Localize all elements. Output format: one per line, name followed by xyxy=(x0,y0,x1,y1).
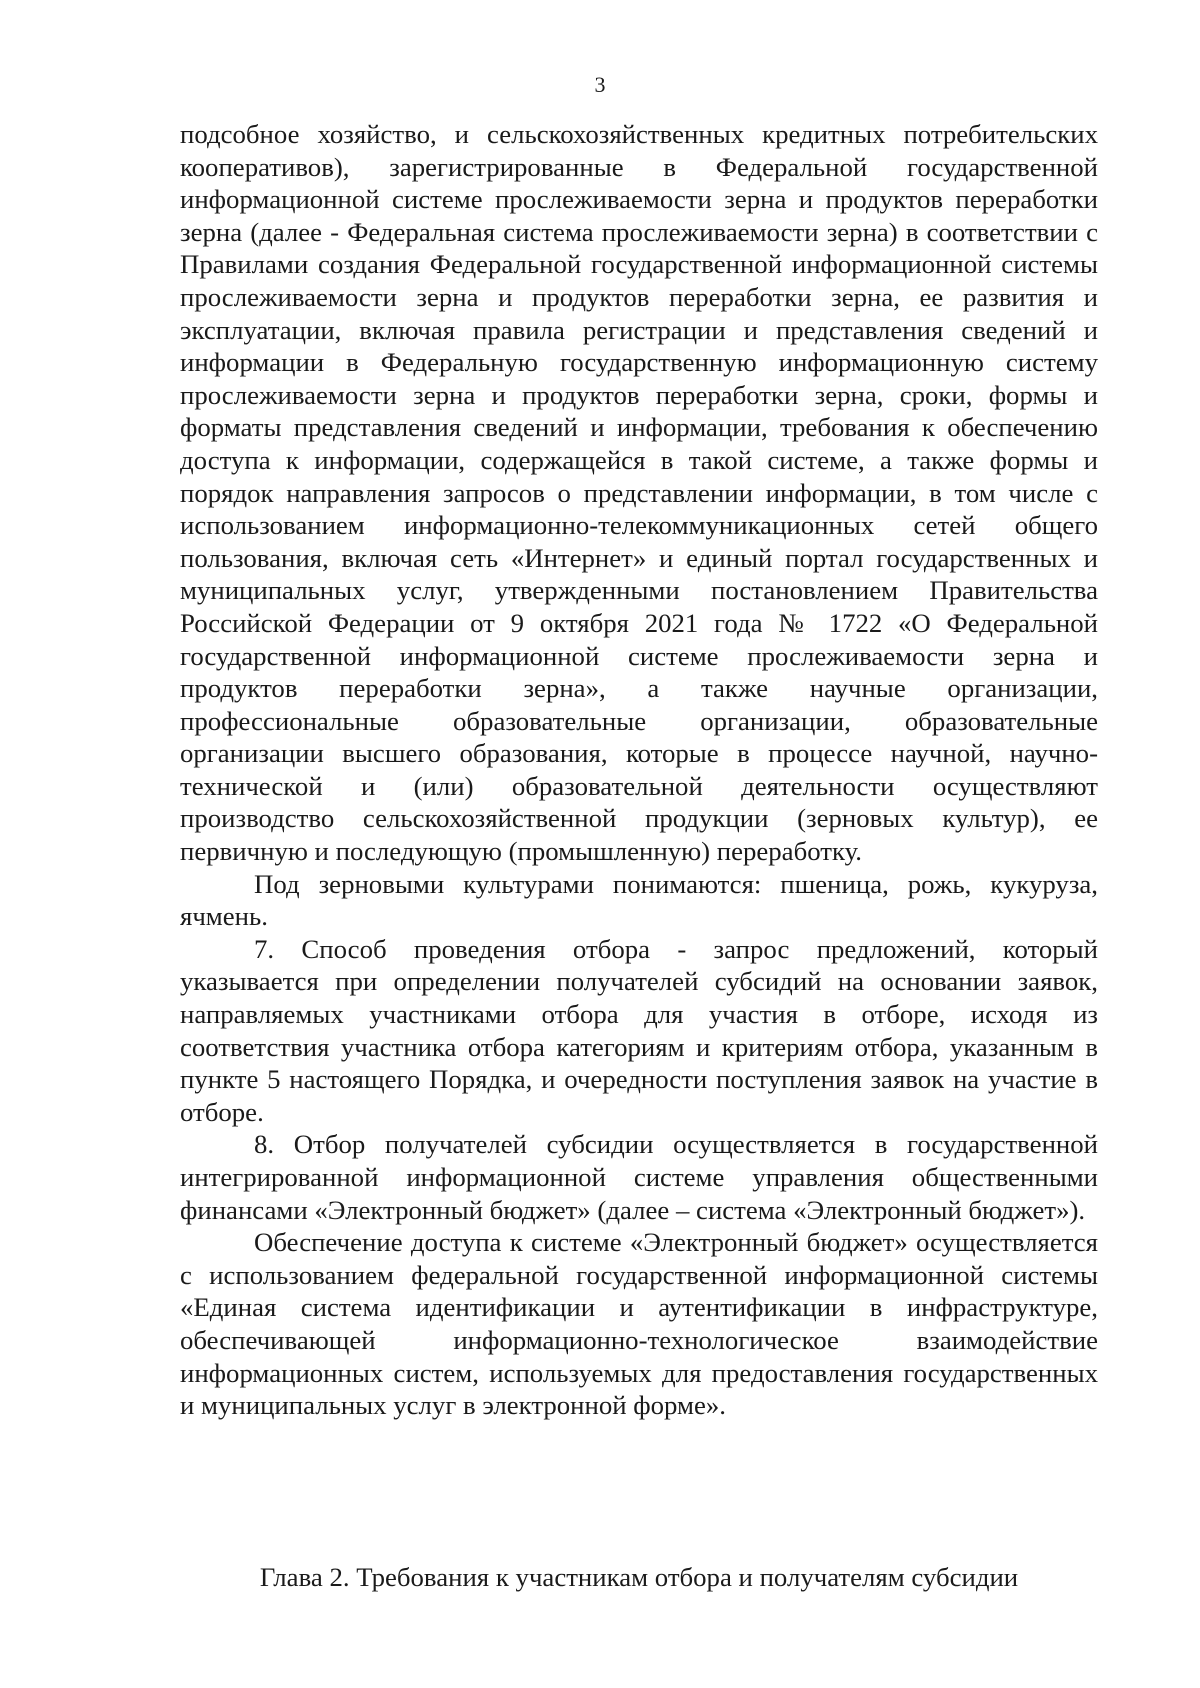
paragraph-item-7: 7. Способ проведения отбора - запрос предложений, который указывается при определении получателей субсидий на основании заявок, направляемых участниками отбора для участия в отборе, исходя из соответствия участника отбора категориям и критериям отбора, указанным в пункте 5 настоящего Порядка, и очередности поступления заявок на участие в отборе. xyxy=(180,933,1098,1127)
paragraph-access: Обеспечение доступа к системе «Электронный бюджет» осуществляется с использованием федеральной государственной информационной системы «Единая система идентификации и аутентификации в инфраструктуре, обеспечивающей информационно-технологическое взаимодействие информационных систем, используемых для предоставления государственных и муниципальных услуг в электронной форме». xyxy=(180,1227,1098,1421)
paragraph-continuation: подсобное хозяйство, и сельскохозяйственных кредитных потребительских кооперативов), зарегистрированные в Федеральной государственной информационной системе прослеживаемости зерна и продуктов переработки зерна (далее - Федеральная система прослеживаемости зерна) в соответствии с Правилами создания Федеральной государственной информационной системы прослеживаемости зерна и продуктов переработки зерна, ее развития и эксплуатации, включая правила регистрации и представления сведений и информации в Федеральную государственную информационную систему прослеживаемости зерна и продуктов переработки зерна, сроки, формы и форматы представления сведений и информации, требования к обеспечению доступа к информации, содержащейся в такой системе, а также формы и порядок направления запросов о представлении информации, в том числе с использованием информационно-телекоммуникационных сетей общего пользования, включая сеть «Интернет» и единый портал государственных и муниципальных услуг, утвержденными постановлением Правительства Российской Федерации от 9 октября 2021 года № 1722 «О Федеральной государственной информационной системе прослеживаемости зерна и продуктов переработки зерна», а также научные организации, профессиональные образовательные организации, образовательные организации высшего образования, которые в процессе научной, научно-технической и (или) образовательной деятельности осуществляют производство сельскохозяйственной продукции (зерновых культур), ее первичную и последующую (промышленную) переработку. xyxy=(180,119,1098,867)
paragraph-item-8: 8. Отбор получателей субсидии осуществляется в государственной интегрированной информационной системе управления общественными финансами «Электронный бюджет» (далее – система «Электронный бюджет»). xyxy=(180,1129,1098,1225)
page-number: 3 xyxy=(594,72,606,97)
paragraph-grain-crops: Под зерновыми культурами понимаются: пшеница, рожь, кукуруза, ячмень. xyxy=(180,868,1098,932)
body-text xyxy=(180,118,1098,1422)
chapter-heading: Глава 2. Требования к участникам отбора и получателям субсидии xyxy=(259,1562,1019,1592)
